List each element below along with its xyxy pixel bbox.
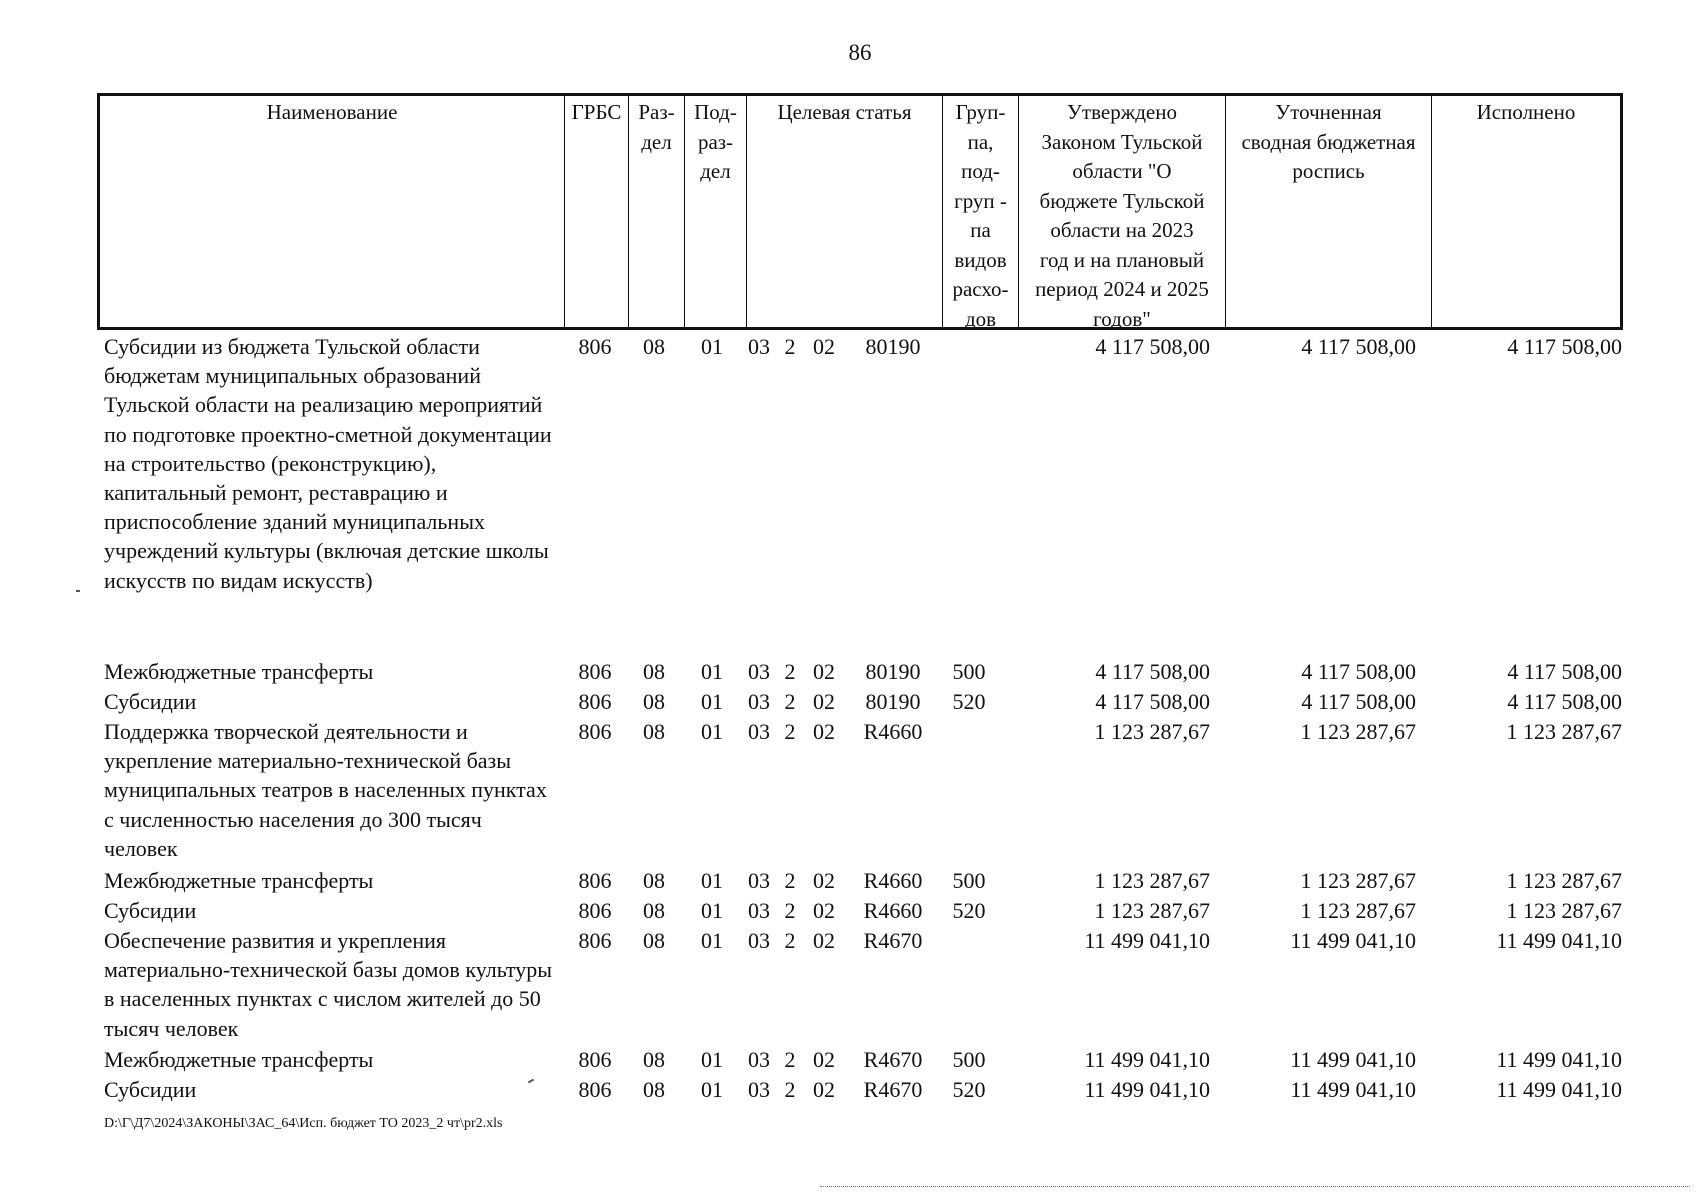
row-target-subprogram: 2 (784, 1047, 796, 1072)
row-approved: 1 123 287,67 (1094, 719, 1210, 744)
row-refined: 11 499 041,10 (1290, 928, 1416, 953)
row-podrazdel: 01 (701, 719, 723, 744)
row-razdel: 08 (643, 928, 665, 953)
row-executed: 11 499 041,10 (1496, 928, 1622, 953)
row-name: Субсидии (104, 898, 197, 923)
table-header (97, 93, 1623, 330)
row-podrazdel: 01 (701, 868, 723, 893)
row-executed: 4 117 508,00 (1507, 659, 1622, 684)
row-refined: 4 117 508,00 (1301, 659, 1416, 684)
header-refined: Уточненная сводная бюджетная роспись (1225, 96, 1431, 327)
row-grbs: 806 (578, 719, 612, 744)
row-razdel: 08 (643, 334, 665, 359)
row-razdel: 08 (643, 719, 665, 744)
row-target-direction: R4670 (863, 1077, 923, 1102)
row-razdel: 08 (643, 868, 665, 893)
row-approved: 4 117 508,00 (1095, 334, 1210, 359)
row-refined: 11 499 041,10 (1290, 1047, 1416, 1072)
header-approved: Утверждено Законом Тульской области "О бюджете Тульской области на 2023 год и на плановый период 2024 и 2025 годов" (1018, 96, 1225, 327)
row-group: 500 (952, 868, 986, 893)
header-podrazdel: Под- раз- дел (684, 96, 746, 327)
row-razdel: 08 (643, 1047, 665, 1072)
row-grbs: 806 (578, 659, 612, 684)
row-target-subprogram: 2 (784, 689, 796, 714)
row-executed: 1 123 287,67 (1506, 898, 1622, 923)
row-name: Субсидии (104, 1077, 197, 1102)
header-razdel: Раз- дел (628, 96, 684, 327)
row-podrazdel: 01 (701, 898, 723, 923)
row-target-program: 03 (748, 1077, 770, 1102)
row-approved: 11 499 041,10 (1084, 1077, 1210, 1102)
row-name: Поддержка творческой деятельности и укрепление материально-технической базы муниципальных театров в населенных пунктах с численностью населения до 300 тысяч человек (104, 719, 547, 861)
row-executed: 4 117 508,00 (1507, 689, 1622, 714)
row-podrazdel: 01 (701, 928, 723, 953)
row-target-subprogram: 2 (784, 1077, 796, 1102)
row-target-subprogram: 2 (784, 719, 796, 744)
row-target-event: 02 (813, 898, 835, 923)
row-target-program: 03 (748, 719, 770, 744)
row-group: 520 (952, 898, 986, 923)
row-podrazdel: 01 (701, 334, 723, 359)
row-target-program: 03 (748, 659, 770, 684)
row-target-event: 02 (813, 1047, 835, 1072)
row-refined: 4 117 508,00 (1301, 689, 1416, 714)
row-approved: 11 499 041,10 (1084, 928, 1210, 953)
row-target-event: 02 (813, 719, 835, 744)
row-razdel: 08 (643, 689, 665, 714)
row-target-direction: R4660 (863, 868, 923, 893)
row-group: 500 (952, 659, 986, 684)
row-target-direction: R4670 (863, 1047, 923, 1072)
row-name: Субсидии (104, 689, 197, 714)
row-target-direction: R4660 (863, 719, 923, 744)
header-name: Наименование (266, 100, 398, 124)
row-grbs: 806 (578, 689, 612, 714)
row-grbs: 806 (578, 1047, 612, 1072)
row-refined: 4 117 508,00 (1301, 334, 1416, 359)
row-podrazdel: 01 (701, 1047, 723, 1072)
row-name: Межбюджетные трансферты (104, 659, 374, 684)
row-target-event: 02 (813, 1077, 835, 1102)
row-target-subprogram: 2 (784, 928, 796, 953)
row-target-subprogram: 2 (784, 898, 796, 923)
row-grbs: 806 (578, 334, 612, 359)
row-refined: 1 123 287,67 (1300, 898, 1416, 923)
row-podrazdel: 01 (701, 689, 723, 714)
row-grbs: 806 (578, 928, 612, 953)
row-target-program: 03 (748, 898, 770, 923)
row-approved: 1 123 287,67 (1094, 898, 1210, 923)
row-podrazdel: 01 (701, 659, 723, 684)
row-approved: 11 499 041,10 (1084, 1047, 1210, 1072)
row-target-program: 03 (748, 334, 770, 359)
row-group: 520 (952, 1077, 986, 1102)
row-target-event: 02 (813, 868, 835, 893)
row-grbs: 806 (578, 898, 612, 923)
row-grbs: 806 (578, 1077, 612, 1102)
row-executed: 1 123 287,67 (1506, 719, 1622, 744)
row-target-direction: 80190 (865, 689, 921, 714)
row-refined: 1 123 287,67 (1300, 719, 1416, 744)
row-target-event: 02 (813, 659, 835, 684)
row-razdel: 08 (643, 659, 665, 684)
row-target-event: 02 (813, 689, 835, 714)
row-target-program: 03 (748, 868, 770, 893)
row-refined: 1 123 287,67 (1300, 868, 1416, 893)
bottom-divider (820, 1186, 1690, 1187)
row-name: Субсидии из бюджета Тульской области бюджетам муниципальных образований Тульской области на реализацию мероприятий по подготовке проектно-сметной документации на строительство (реконструкцию), капитальный ремонт, реставрацию и приспособление зданий муниципальных учреждений культуры (включая детские школы искусств по видам искусств) (104, 334, 552, 593)
header-executed: Исполнено (1431, 96, 1620, 327)
row-razdel: 08 (643, 898, 665, 923)
scan-speck (76, 590, 80, 592)
row-grbs: 806 (578, 868, 612, 893)
row-executed: 11 499 041,10 (1496, 1047, 1622, 1072)
page-number: 86 (848, 40, 872, 65)
row-approved: 4 117 508,00 (1095, 689, 1210, 714)
row-refined: 11 499 041,10 (1290, 1077, 1416, 1102)
row-approved: 1 123 287,67 (1094, 868, 1210, 893)
row-group: 500 (952, 1047, 986, 1072)
row-razdel: 08 (643, 1077, 665, 1102)
row-approved: 4 117 508,00 (1095, 659, 1210, 684)
row-podrazdel: 01 (701, 1077, 723, 1102)
row-group: 520 (952, 689, 986, 714)
row-target-subprogram: 2 (784, 334, 796, 359)
header-target-article: Целевая статья (746, 96, 942, 327)
row-target-subprogram: 2 (784, 659, 796, 684)
row-executed: 1 123 287,67 (1506, 868, 1622, 893)
header-grbs: ГРБС (564, 96, 628, 327)
row-name: Межбюджетные трансферты (104, 868, 374, 893)
row-name: Межбюджетные трансферты (104, 1047, 374, 1072)
header-group: Груп- па, под- груп - па видов расхо- дов (942, 96, 1018, 327)
row-executed: 4 117 508,00 (1507, 334, 1622, 359)
row-target-program: 03 (748, 928, 770, 953)
row-target-event: 02 (813, 334, 835, 359)
file-path-footer: D:\Г\Д7\2024\ЗАКОНЫ\ЗАС_64\Исп. бюджет ТО 2023_2 чт\pr2.xls (104, 1116, 503, 1131)
row-target-program: 03 (748, 689, 770, 714)
row-target-direction: R4670 (863, 928, 923, 953)
row-executed: 11 499 041,10 (1496, 1077, 1622, 1102)
row-name: Обеспечение развития и укрепления материально-технической базы домов культуры в населенных пунктах с числом жителей до 50 тысяч человек (104, 928, 553, 1041)
row-target-direction: 80190 (865, 334, 921, 359)
row-target-direction: 80190 (865, 659, 921, 684)
row-target-subprogram: 2 (784, 868, 796, 893)
row-target-program: 03 (748, 1047, 770, 1072)
row-target-direction: R4660 (863, 898, 923, 923)
row-target-event: 02 (813, 928, 835, 953)
